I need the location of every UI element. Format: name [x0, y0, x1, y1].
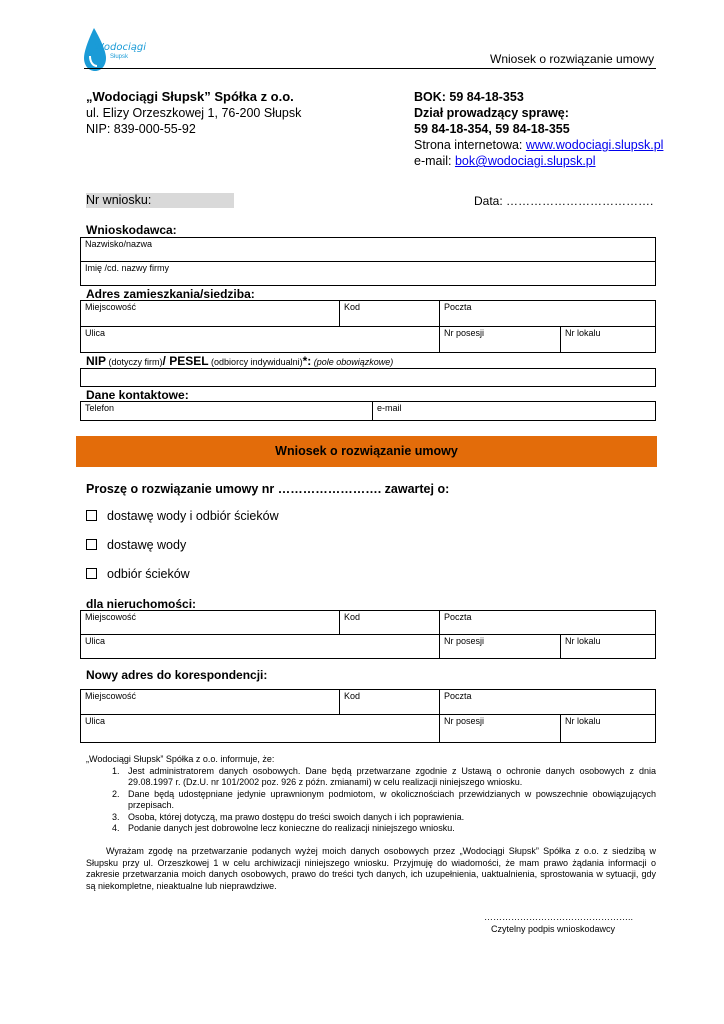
logo-subtext: Słupsk — [110, 54, 129, 60]
nip-pesel-table — [80, 368, 656, 387]
company-nip: NIP: 839-000-55-92 — [86, 122, 196, 136]
company-name: „Wodociągi Słupsk” Spółka z o.o. — [86, 89, 294, 104]
email-link[interactable]: bok@wodociagi.slupsk.pl — [454, 154, 596, 168]
applicant-title: Wnioskodawca: — [86, 223, 177, 237]
address-code-field[interactable]: Kod — [340, 301, 440, 327]
privacy-item: 4. Podanie danych jest dobrowolne lecz konieczne do realizacji niniejszego wniosku. — [122, 823, 656, 835]
nip-pesel-field[interactable] — [81, 369, 656, 387]
privacy-item: 1. Jest administratorem danych osobowych. Dane będą przetwarzane zgodnie z Ustawą o ochronie danych osobowych z dnia 29.08.1997 r. (Dz.U. nr 101/2002 poz. 926 z późn. zmianami) w celu realizacji niniejszego wniosku. — [122, 766, 656, 789]
property-house-field[interactable]: Nr posesji — [440, 635, 561, 659]
consent-text: Wyrażam zgodę na przetwarzanie podanych wyżej moich danych osobowych przez „Wodociągi Słupsk” Spółka z o.o. z siedzibą w Słupsku przy ul. Orzeszkowej 1 w celu archiwizacji niniejszego wniosku. Przyjmuję do wiadomości, że mam prawo żądania informacji o zakresie przetwarzania moich danych osobowych, prawo do treści tych danych, ich uzupełnienia, uaktualnienia, sprostowania w sytuacji, gdy są niekompletne, nieaktualne lub nieprawdziwe. — [86, 846, 656, 891]
signature-line[interactable]: ………………………………………….. — [484, 912, 634, 922]
property-city-field[interactable]: Miejscowość — [81, 611, 340, 635]
company-address: ul. Elizy Orzeszkowej 1, 76-200 Słupsk — [86, 106, 302, 120]
option-sewage[interactable]: odbiór ścieków — [86, 567, 190, 581]
property-street-field[interactable]: Ulica — [81, 635, 440, 659]
new-code-field[interactable]: Kod — [340, 690, 440, 715]
address-post-field[interactable]: Poczta — [440, 301, 656, 327]
address-city-field[interactable]: Miejscowość — [81, 301, 340, 327]
request-line: Proszę o rozwiązanie umowy nr ……………………. zawartej o: — [86, 482, 450, 496]
bok-phone: BOK: 59 84-18-353 — [414, 90, 524, 104]
logo-text: Wodociągi — [94, 42, 147, 53]
applicant-table — [80, 237, 656, 286]
contact-data-title: Dane kontaktowe: — [86, 388, 189, 402]
new-address-table — [80, 689, 656, 743]
property-flat-field[interactable]: Nr lokalu — [561, 635, 656, 659]
email-label: e-mail: — [414, 154, 455, 168]
request-number-field[interactable]: Nr wniosku: — [86, 193, 234, 208]
new-street-field[interactable]: Ulica — [81, 715, 440, 743]
contact-data-table — [80, 401, 656, 421]
new-post-field[interactable]: Poczta — [440, 690, 656, 715]
first-name-field[interactable]: Imię /cd. nazwy firmy — [81, 262, 656, 286]
address-street-field[interactable]: Ulica — [81, 327, 440, 353]
nip-pesel-label: NIP (dotyczy firm)/ PESEL (odbiorcy indywidualni)*: (pole obowiązkowe) — [86, 354, 394, 368]
checkbox-icon[interactable] — [86, 568, 97, 579]
privacy-intro: „Wodociągi Słupsk” Spółka z o.o. informuje, że: — [86, 754, 275, 764]
contact-block — [414, 89, 663, 169]
signature-label: Czytelny podpis wnioskodawcy — [491, 924, 616, 934]
phone-field[interactable]: Telefon — [81, 402, 373, 421]
web-label: Strona internetowa: — [414, 138, 526, 152]
dept-phones: 59 84-18-354, 59 84-18-355 — [414, 122, 570, 136]
privacy-info — [86, 754, 656, 835]
privacy-item: 3. Osoba, której dotyczą, ma prawo dostępu do treści swoich danych i ich poprawienia. — [122, 812, 656, 824]
new-flat-field[interactable]: Nr lokalu — [561, 715, 656, 743]
company-block — [86, 89, 301, 137]
document-title: Wniosek o rozwiązanie umowy — [490, 52, 655, 66]
privacy-item: 2. Dane będą udostępniane jedynie uprawnionym podmiotom, w okolicznościach przewidzianych w powszechnie obowiązujących przepisach. — [122, 789, 656, 812]
form-banner: Wniosek o rozwiązanie umowy — [76, 436, 657, 467]
property-post-field[interactable]: Poczta — [440, 611, 656, 635]
checkbox-icon[interactable] — [86, 510, 97, 521]
address-title: Adres zamieszkania/siedziba: — [86, 287, 255, 301]
address-house-field[interactable]: Nr posesji — [440, 327, 561, 353]
option-water-and-sewage[interactable]: dostawę wody i odbiór ścieków — [86, 509, 279, 523]
option-water[interactable]: dostawę wody — [86, 538, 186, 552]
checkbox-icon[interactable] — [86, 539, 97, 550]
property-table — [80, 610, 656, 659]
header-divider — [84, 68, 656, 69]
property-code-field[interactable]: Kod — [340, 611, 440, 635]
property-title: dla nieruchomości: — [86, 597, 197, 611]
contact-email-field[interactable]: e-mail — [373, 402, 656, 421]
new-address-title: Nowy adres do korespondencji: — [86, 668, 268, 682]
dept-label: Dział prowadzący sprawę: — [414, 106, 569, 120]
new-house-field[interactable]: Nr posesji — [440, 715, 561, 743]
address-table — [80, 300, 656, 353]
web-link[interactable]: www.wodociagi.slupsk.pl — [525, 138, 664, 152]
new-city-field[interactable]: Miejscowość — [81, 690, 340, 715]
date-field[interactable]: Data: ………………………………. — [474, 194, 654, 208]
address-flat-field[interactable]: Nr lokalu — [561, 327, 656, 353]
name-field[interactable]: Nazwisko/nazwa — [81, 238, 656, 262]
